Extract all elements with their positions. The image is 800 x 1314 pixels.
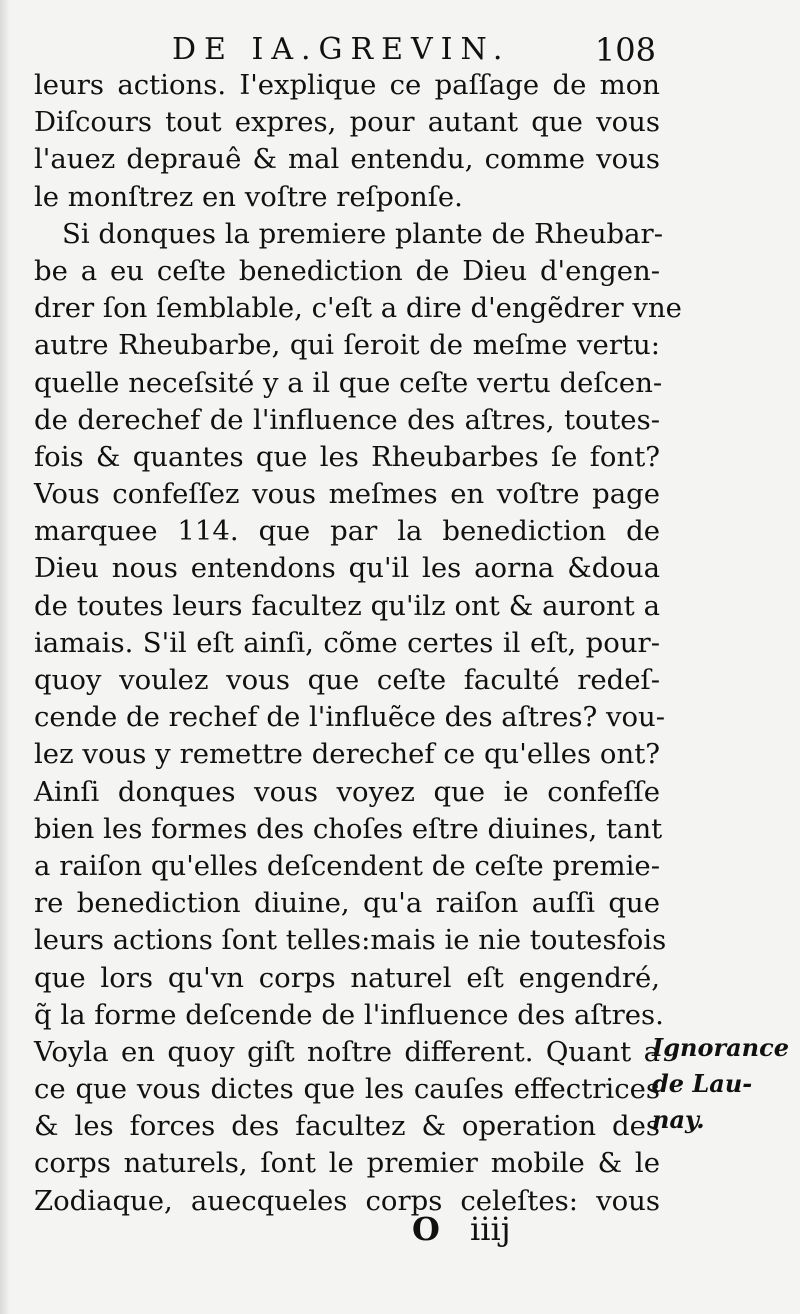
text-line: q̃ la forme deſcende de l'influence des aſtres. bbox=[34, 998, 664, 1031]
text-line: Diſcours tout expres, pour autant que vous bbox=[34, 106, 660, 139]
text-line: quelle neceſsité y a il que ceſte vertu deſcen- bbox=[34, 366, 663, 399]
text-line: leurs actions. I'explique ce paſſage de mon bbox=[34, 69, 660, 101]
page-number: 108 bbox=[594, 31, 656, 69]
text-line: Voyla en quoy giſt noſtre different. Quant a bbox=[34, 1035, 660, 1068]
text-line: & les forces des facultez & operation des bbox=[34, 1110, 660, 1143]
signature-numeral: iiij bbox=[470, 1210, 511, 1248]
text-line: Zodiaque, auecqueles corps celeſtes: vous bbox=[34, 1184, 660, 1217]
text-line: Vous confeſſez vous meſmes en voſtre page bbox=[34, 478, 660, 511]
text-line: be a eu ceſte benediction de Dieu d'engen- bbox=[34, 254, 660, 287]
running-head: DE IA.GREVIN. bbox=[172, 32, 511, 67]
text-line: de toutes leurs facultez qu'ilz ont & auront a bbox=[34, 589, 660, 622]
page-header bbox=[172, 30, 660, 70]
text-line: corps naturels, ſont le premier mobile & le bbox=[34, 1147, 660, 1180]
text-line: drer ſon ſemblable, c'eſt a dire d'engẽdrer vne bbox=[34, 292, 682, 325]
margin-note-line: de Lau- bbox=[652, 1069, 753, 1098]
text-line: leurs actions ſont telles:mais ie nie toutesfois bbox=[34, 924, 667, 957]
text-line: cende de rechef de l'influẽce des aſtres? vou- bbox=[34, 701, 666, 734]
text-line: Ainſi donques vous voyez que ie confeſſe bbox=[34, 775, 660, 808]
text-line: re benediction diuine, qu'a raiſon auſſi que bbox=[34, 887, 660, 920]
margin-note-line: nay. bbox=[652, 1105, 705, 1134]
text-line: fois & quantes que les Rheubarbes ſe font? bbox=[34, 440, 660, 473]
paragraph-first-line: Si donques la premiere plante de Rheubar- bbox=[62, 217, 663, 250]
text-line: l'auez deprauê & mal entendu, comme vous bbox=[34, 143, 660, 176]
page-edge-shadow bbox=[0, 0, 10, 1314]
text-line: bien les formes des choſes eſtre diuines, tant bbox=[34, 812, 663, 845]
text-line: ce que vous dictes que les cauſes effectrices bbox=[34, 1073, 660, 1106]
text-line: autre Rheubarbe, qui ſeroit de meſme vertu: bbox=[34, 329, 660, 362]
text-line: le monſtrez en voſtre reſponſe. bbox=[34, 180, 463, 213]
text-line: Dieu nous entendons qu'il les aorna &doua bbox=[34, 552, 660, 585]
text-line: a raiſon qu'elles deſcendent de ceſte premie- bbox=[34, 849, 660, 882]
text-line: quoy voulez vous que ceſte faculté redeſ- bbox=[34, 664, 660, 696]
margin-note-line: Ignorance bbox=[652, 1033, 789, 1062]
text-line: de derechef de l'influence des aſtres, toutes- bbox=[34, 403, 660, 436]
signature-letter: O bbox=[412, 1210, 440, 1248]
text-line: iamais. S'il eſt ainſi, cõme certes il eſt, pour- bbox=[34, 626, 660, 659]
text-line: marquee 114. que par la benediction de bbox=[34, 515, 660, 548]
text-line: lez vous y remettre derechef ce qu'elles ont? bbox=[34, 738, 660, 771]
text-line: que lors qu'vn corps naturel eſt engendré, bbox=[34, 961, 660, 994]
